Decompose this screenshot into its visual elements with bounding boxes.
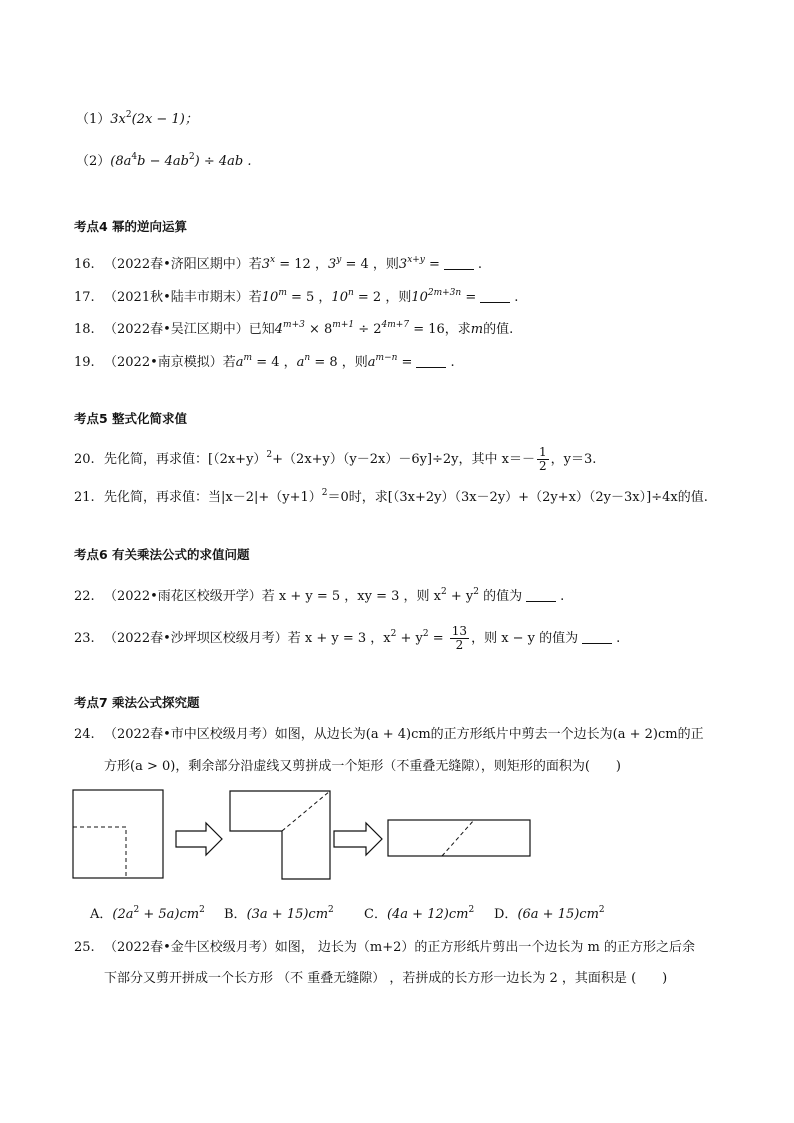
math: ÷ 2	[354, 322, 382, 337]
question-number: 22.	[74, 589, 95, 604]
math: = 8 ，则	[310, 355, 368, 370]
superscript: m+3	[283, 320, 305, 330]
superscript: 2	[266, 450, 273, 460]
math: m	[470, 322, 484, 337]
math: = 4 ，则	[341, 257, 399, 272]
superscript: 4m+7	[381, 320, 410, 330]
question-text: 先化简，再求值：[（2x+y）	[104, 452, 267, 467]
l-shape	[230, 791, 330, 879]
question-text: （2021秋•陆丰市期末）若	[104, 290, 262, 305]
question-text: （2022春•吴江区期中）已知	[104, 322, 275, 337]
math: =	[397, 355, 413, 370]
superscript: 4	[131, 152, 138, 162]
problem-2-expr: (8a	[110, 154, 132, 169]
question-number: 21.	[74, 490, 95, 505]
section-7-title: 考点7 乘法公式探究题	[74, 695, 200, 710]
superscript: m	[278, 288, 287, 298]
question-23	[74, 620, 620, 653]
arrow-right-icon	[176, 823, 222, 855]
question-18	[74, 316, 513, 339]
math: =	[424, 257, 440, 272]
superscript: y	[336, 255, 342, 265]
fraction-numerator: 1	[539, 445, 547, 459]
option-label: D．	[494, 907, 518, 922]
question-text: （2022春•市中区校级月考）如图，从边长为(a + 4)cm的正方形纸片中剪去一个边长为(a + 2)cm的正	[104, 727, 704, 742]
superscript: 2	[440, 587, 447, 597]
option-text: + 5a)cm	[139, 907, 200, 922]
problem-1	[76, 106, 198, 129]
period: .	[514, 290, 519, 305]
question-number: 18.	[74, 322, 95, 337]
question-19	[74, 349, 455, 372]
arrow-right-icon	[334, 823, 382, 855]
question-text: ＝0时，求[（3x+2y）（3x－2y）+（2y+x）（2y－3x）]÷4x的值.	[327, 490, 708, 505]
question-25-line-1	[74, 939, 695, 957]
superscript: 2	[390, 629, 397, 639]
superscript: m	[243, 353, 253, 363]
superscript: 2	[321, 488, 328, 498]
superscript: 2	[199, 905, 205, 915]
question-21	[74, 484, 708, 507]
option-c[interactable]	[364, 901, 474, 924]
question-number: 24.	[74, 727, 95, 742]
question-text: （2022春•济阳区期中）若	[104, 257, 262, 272]
math: 10	[411, 290, 428, 305]
math: 3	[327, 257, 337, 272]
option-b[interactable]	[224, 901, 334, 924]
math: = 4 ，	[252, 355, 297, 370]
question-16	[74, 251, 482, 274]
option-text: (3a + 15)cm	[246, 907, 329, 922]
original-square	[73, 790, 163, 878]
superscript: 2	[125, 110, 132, 120]
question-text: 先化简，再求值：当|x－2|+（y+1）	[104, 490, 322, 505]
math: 10	[331, 290, 348, 305]
math: 3	[398, 257, 408, 272]
problem-2	[76, 148, 252, 171]
question-text: ，y＝3.	[550, 452, 597, 467]
math: a	[235, 355, 244, 370]
math: =	[428, 631, 448, 646]
fraction-denominator: 2	[539, 459, 547, 473]
diagonal-seam	[442, 820, 474, 856]
question-24-line-2: 方形(a > 0)，剩余部分沿虚线又剪拼成一个矩形（不重叠无缝隙），则矩形的面积为( )	[104, 759, 621, 774]
math: + y	[446, 589, 474, 604]
period: .	[560, 589, 565, 604]
option-label: A．	[90, 907, 113, 922]
superscript: m+1	[332, 320, 355, 330]
result-rectangle	[388, 820, 530, 856]
math: 10	[261, 290, 279, 305]
question-text: +（2x+y）（y－2x）－6y]÷2y，其中 x＝－	[272, 452, 535, 467]
option-d[interactable]	[494, 901, 605, 924]
question-text: （2022春•金牛区校级月考）如图， 边长为（m+2）的正方形纸片剪出一个边长为 m 的正方形之后余	[104, 940, 695, 955]
period: .	[477, 257, 483, 272]
math: a	[367, 355, 376, 370]
fraction	[537, 446, 549, 473]
math: × 8	[304, 322, 333, 337]
math: = 2 ，则	[353, 290, 412, 305]
superscript: m−n	[375, 353, 398, 363]
period: .	[616, 631, 621, 646]
question-number: 17.	[74, 290, 95, 305]
period: .	[450, 355, 455, 370]
math: 的值.	[483, 322, 514, 337]
superscript: 2	[422, 629, 429, 639]
problem-2-expr-tail: ) ÷ 4ab .	[194, 154, 252, 169]
superscript: 2	[188, 152, 195, 162]
option-label: C．	[364, 907, 387, 922]
option-a[interactable]	[90, 901, 205, 924]
section-5-title: 考点5 整式化简求值	[74, 411, 188, 426]
superscript: x+y	[407, 255, 425, 265]
option-label: B．	[224, 907, 247, 922]
answer-blank[interactable]	[444, 257, 474, 270]
question-text: （2022•南京模拟）若	[104, 355, 236, 370]
math: 4	[274, 322, 284, 337]
question-17	[74, 284, 518, 307]
question-text: ，则 x − y 的值为	[471, 631, 579, 646]
problem-2-expr-mid: b − 4ab	[137, 154, 189, 169]
question-number: 16.	[74, 257, 95, 272]
section-6-title: 考点6 有关乘法公式的求值问题	[74, 547, 250, 562]
superscript: n	[347, 288, 354, 298]
option-text: (2a	[112, 907, 134, 922]
question-text: （2022春•沙坪坝区校级月考）若 x + y = 3 ，x	[104, 631, 391, 646]
diagonal-cut	[282, 791, 330, 831]
problem-1-expr-tail: (2x − 1)；	[131, 112, 198, 127]
answer-blank[interactable]	[582, 631, 612, 644]
question-number: 23.	[74, 631, 95, 646]
math: = 16，求	[409, 322, 471, 337]
cut-line	[73, 827, 126, 878]
math: a	[296, 355, 305, 370]
superscript: 2	[598, 905, 605, 915]
question-24-figure	[70, 787, 540, 883]
problem-1-expr: 3x	[110, 112, 126, 127]
question-text: （2022•雨花区校级开学）若 x + y = 5 ，xy = 3 ，则 x	[104, 589, 441, 604]
question-number: 19.	[74, 355, 95, 370]
problem-1-number: （1）	[76, 112, 111, 127]
question-number: 20.	[74, 452, 95, 467]
superscript: 2	[473, 587, 479, 597]
question-number: 25.	[74, 940, 95, 955]
option-text: (4a + 12)cm	[386, 907, 469, 922]
question-text: 的值为	[478, 589, 523, 604]
answer-blank[interactable]	[480, 290, 510, 303]
question-24-line-1	[74, 726, 704, 744]
fraction-numerator: 13	[451, 624, 468, 638]
superscript: x	[270, 255, 276, 265]
answer-blank[interactable]	[416, 355, 446, 368]
superscript: 2	[328, 905, 334, 915]
math: + y	[396, 631, 423, 646]
section-4-title: 考点4 幂的逆向运算	[74, 219, 188, 234]
problem-2-number: （2）	[76, 154, 111, 169]
math: 3	[261, 257, 271, 272]
fraction	[450, 625, 469, 652]
math: =	[461, 290, 477, 305]
superscript: 2	[133, 905, 140, 915]
option-text: (6a + 15)cm	[517, 907, 599, 922]
superscript: 2m+3n	[427, 288, 462, 298]
math: = 12 ，	[275, 257, 328, 272]
question-20	[74, 442, 596, 473]
superscript: 2	[468, 905, 475, 915]
question-22	[74, 583, 564, 606]
answer-blank[interactable]	[526, 589, 556, 602]
math: = 5 ，	[286, 290, 332, 305]
fraction-denominator: 2	[455, 638, 464, 652]
superscript: n	[304, 353, 311, 363]
question-25-line-2: 下部分又剪开拼成一个长方形 （不 重叠无缝隙） ，若拼成的长方形一边长为 2 ，其面积是 ( )	[104, 971, 668, 986]
